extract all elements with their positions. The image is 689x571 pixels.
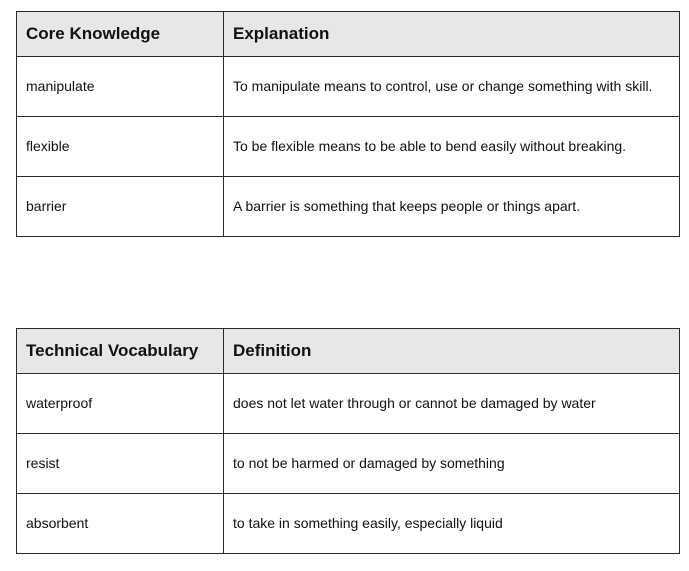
term-cell: flexible xyxy=(17,117,224,177)
table-row xyxy=(17,494,680,554)
column-header-definition: Definition xyxy=(224,329,680,374)
table-header-row xyxy=(17,329,680,374)
core-knowledge-table xyxy=(16,11,680,237)
definition-cell: to not be harmed or damaged by something xyxy=(224,434,680,494)
explanation-cell: To be flexible means to be able to bend easily without breaking. xyxy=(224,117,680,177)
term-cell: absorbent xyxy=(17,494,224,554)
column-header-core-knowledge: Core Knowledge xyxy=(17,12,224,57)
term-cell: manipulate xyxy=(17,57,224,117)
column-header-explanation: Explanation xyxy=(224,12,680,57)
table-row xyxy=(17,57,680,117)
table-header-row xyxy=(17,12,680,57)
term-cell: resist xyxy=(17,434,224,494)
table-row xyxy=(17,117,680,177)
technical-vocabulary-table xyxy=(16,328,680,554)
explanation-cell: A barrier is something that keeps people or things apart. xyxy=(224,177,680,237)
term-cell: waterproof xyxy=(17,374,224,434)
column-header-technical-vocabulary: Technical Vocabulary xyxy=(17,329,224,374)
explanation-cell: To manipulate means to control, use or change something with skill. xyxy=(224,57,680,117)
definition-cell: to take in something easily, especially liquid xyxy=(224,494,680,554)
term-cell: barrier xyxy=(17,177,224,237)
table-row xyxy=(17,434,680,494)
definition-cell: does not let water through or cannot be damaged by water xyxy=(224,374,680,434)
table-row xyxy=(17,374,680,434)
table-row xyxy=(17,177,680,237)
